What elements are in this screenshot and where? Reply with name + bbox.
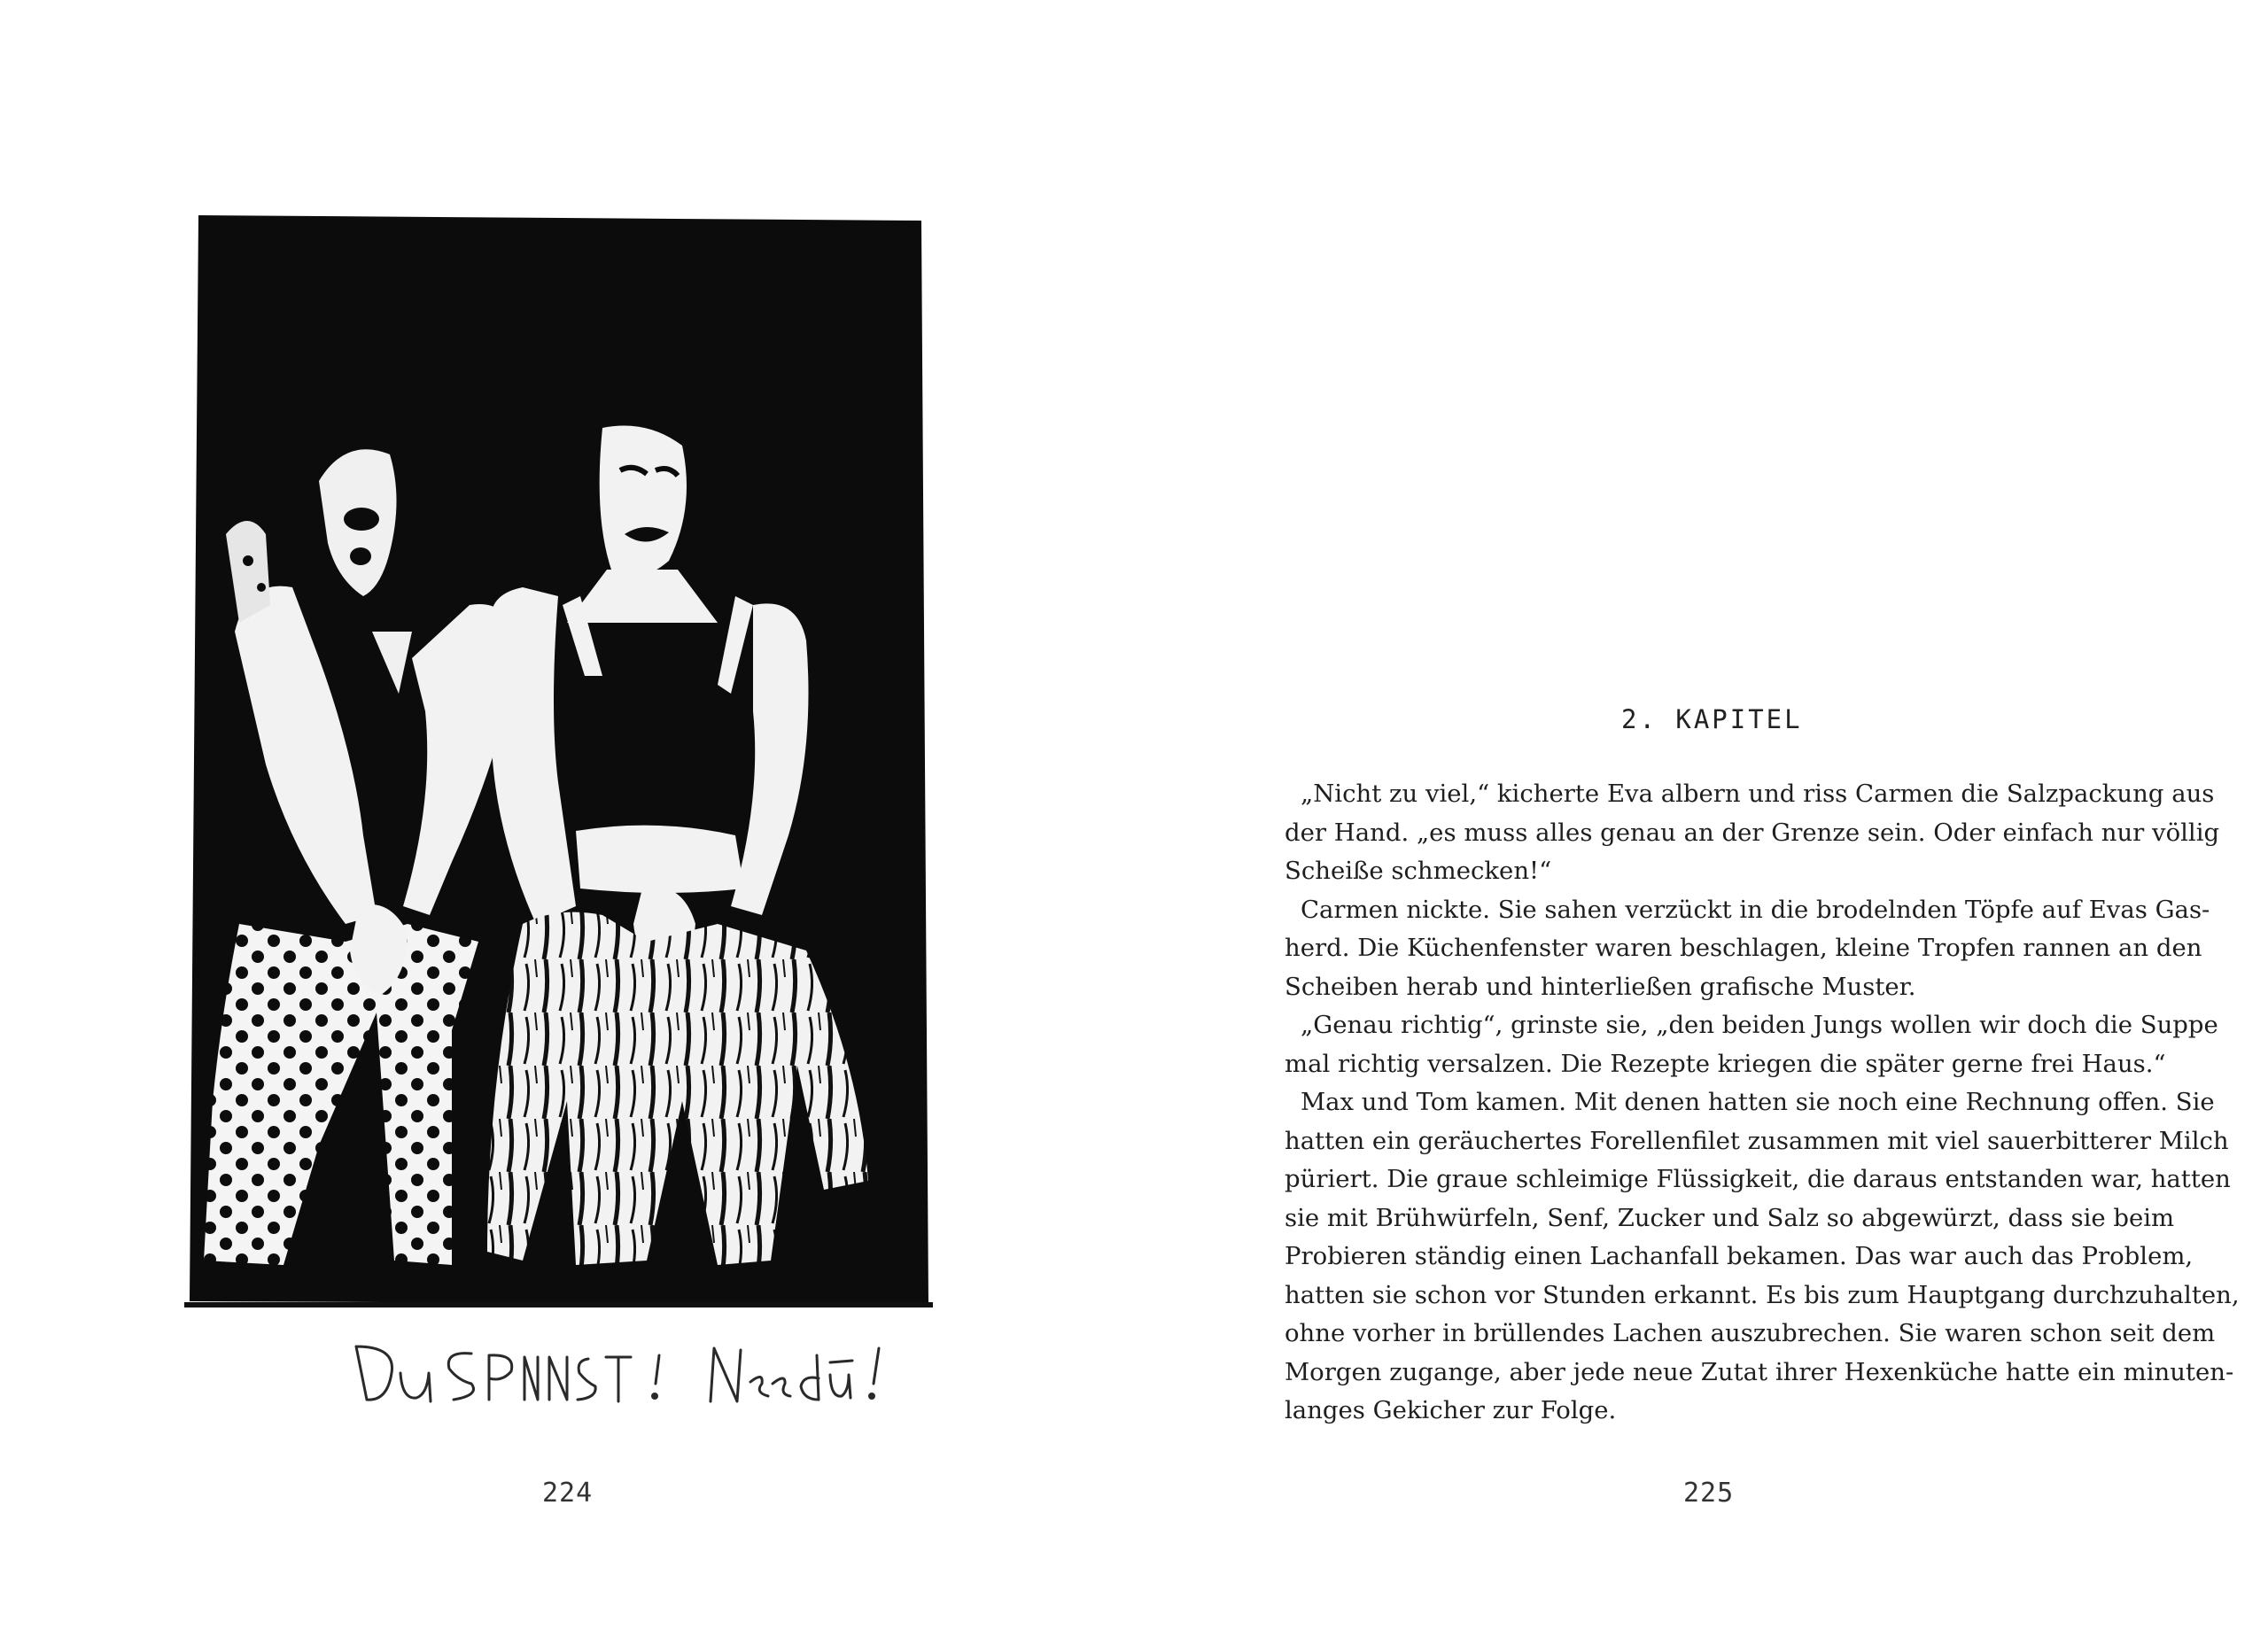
- text-line: Max und Tom kamen. Mit denen hatten sie noch eine Rechnung offen. Sie: [1301, 1088, 2215, 1116]
- chapter-body-text: [1285, 775, 2240, 1431]
- text-line: Scheiben herab und hinterließen grafische Muster.: [1285, 972, 1916, 1001]
- woodcut-illustration: [186, 215, 930, 1340]
- text-line: herd. Die Küchenfenster waren beschlagen, kleine Tropfen rannen an den: [1285, 934, 2202, 962]
- text-line: langes Gekicher zur Folge.: [1285, 1396, 1617, 1424]
- text-line: der Hand. „es muss alles genau an der Grenze sein. Oder einfach nur völlig: [1285, 818, 2220, 847]
- text-line: ohne vorher in brüllendes Lachen auszubrechen. Sie waren schon seit dem: [1285, 1319, 2216, 1347]
- text-line: hatten ein geräuchertes Forellenfilet zusammen mit viel sauerbitterer Milch: [1285, 1126, 2229, 1155]
- text-line: Carmen nickte. Sie sahen verzückt in die brodelnden Töpfe auf Evas Gas-: [1301, 895, 2210, 924]
- page-number-right: 225: [1683, 1478, 1735, 1509]
- text-line: Probieren ständig einen Lachanfall bekamen. Das war auch das Problem,: [1285, 1242, 2194, 1270]
- text-line: Morgen zugange, aber jede neue Zutat ihrer Hexenküche hatte ein minuten-: [1285, 1357, 2234, 1386]
- text-line: „Nicht zu viel,“ kicherte Eva albern und riss Carmen die Salzpackung aus: [1301, 780, 2215, 808]
- page-number-left: 224: [542, 1478, 594, 1509]
- text-line: mal richtig versalzen. Die Rezepte kriegen die später gerne frei Haus.“: [1285, 1049, 2166, 1078]
- illustration-baseline: [184, 1302, 933, 1307]
- handwritten-caption: [347, 1320, 897, 1417]
- handwriting-signature: [347, 1320, 897, 1417]
- text-line: Scheiße schmecken!“: [1285, 857, 1552, 885]
- text-line: „Genau richtig“, grinste sie, „den beiden Jungs wollen wir doch die Suppe: [1301, 1011, 2218, 1039]
- chapter-title: 2. KAPITEL: [1621, 704, 1803, 734]
- text-line: sie mit Brühwürfeln, Senf, Zucker und Salz so abgewürzt, dass sie beim: [1285, 1203, 2175, 1232]
- text-line: püriert. Die graue schleimige Flüssigkeit, die daraus entstanden war, hatten: [1285, 1165, 2231, 1193]
- text-line: hatten sie schon vor Stunden erkannt. Es bis zum Hauptgang durchzuhalten,: [1285, 1280, 2240, 1309]
- right-page: [1134, 0, 2268, 1645]
